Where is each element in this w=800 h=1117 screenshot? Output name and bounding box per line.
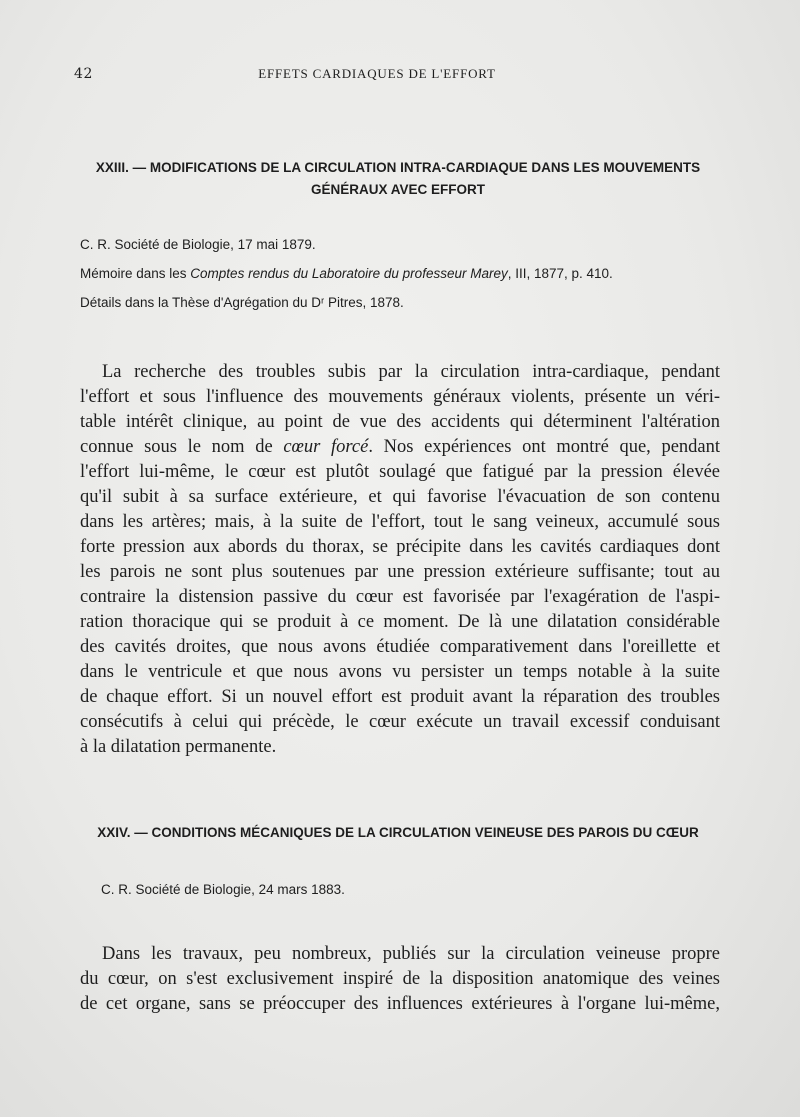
paragraph-xxiii xyxy=(80,360,720,760)
paragraph-line: l'effort lui-même, le cœur est plutôt soulagé que fatigué par la pression élevée xyxy=(80,462,720,482)
paragraph-line: dans les artères; mais, à la suite de l'effort, tout le sang veineux, accumulé sous xyxy=(80,512,720,532)
section-heading-line: XXIII. — MODIFICATIONS DE LA CIRCULATION INTRA-CARDIAQUE DANS LES MOUVEMENTS xyxy=(95,160,701,175)
reference-italic-title: Comptes rendus du Laboratoire du professeur Marey xyxy=(190,266,508,281)
paragraph-line: de cet organe, sans se préoccuper des influences extérieures à l'organe lui-même, xyxy=(80,994,720,1014)
paragraph-line: l'effort et sous l'influence des mouvements généraux violents, présente un véri- xyxy=(80,387,720,407)
references-xxiv xyxy=(101,875,720,904)
paragraph-line: les parois ne sont plus soutenues par une pression extérieure suffisante; tout au xyxy=(80,562,720,582)
paragraph-line: table intérêt clinique, au point de vue des accidents qui déterminent l'altération xyxy=(80,412,720,432)
paragraph-xxiv xyxy=(80,942,720,1017)
paragraph-line: des cavités droites, que nous avons étudiée comparativement dans l'oreillette et xyxy=(80,637,720,657)
page-header xyxy=(74,66,720,82)
reference-line xyxy=(80,259,720,288)
paragraph-line: ration thoracique qui se produit à ce moment. De là une dilatation considérable xyxy=(80,612,720,632)
reference-text: , III, 1877, p. 410. xyxy=(507,266,613,281)
paragraph-line: à la dilatation permanente. xyxy=(80,737,277,757)
section-heading-xxiii xyxy=(76,157,720,201)
page-number: 42 xyxy=(74,66,94,82)
section-heading-line: GÉNÉRAUX AVEC EFFORT xyxy=(310,182,485,197)
paragraph-line: consécutifs à celui qui précède, le cœur exécute un travail excessif conduisant xyxy=(80,712,720,732)
paragraph-line: La recherche des troubles subis par la circulation intra-cardiaque, pendant xyxy=(102,362,720,382)
paragraph-line: dans le ventricule et que nous avons vu persister un temps notable à la suite xyxy=(80,662,720,682)
section-heading-xxiv: XXIV. — CONDITIONS MÉCANIQUES DE LA CIRCULATION VEINEUSE DES PAROIS DU CŒUR xyxy=(97,825,699,840)
paragraph-line: du cœur, on s'est exclusivement inspiré de la disposition anatomique des veines xyxy=(80,969,720,989)
reference-line: C. R. Société de Biologie, 17 mai 1879. xyxy=(80,237,316,252)
paragraph-line: connue sous le nom de cœur forcé. Nos expériences ont montré que, pendant xyxy=(80,437,721,457)
running-title: EFFETS CARDIAQUES DE L'EFFORT xyxy=(258,66,496,81)
reference-text: Mémoire dans les xyxy=(80,266,191,281)
paragraph-line: qu'il subit à sa surface extérieure, et qui favorise l'évacuation de son contenu xyxy=(80,487,720,507)
paragraph-line: contraire la distension passive du cœur est favorisée par l'exagération de l'aspi- xyxy=(80,587,720,607)
references-xxiii xyxy=(80,230,720,317)
paragraph-line: Dans les travaux, peu nombreux, publiés sur la circulation veineuse propre xyxy=(102,944,720,964)
paragraph-line: de chaque effort. Si un nouvel effort est produit avant la réparation des troubles xyxy=(80,687,720,707)
reference-line: C. R. Société de Biologie, 24 mars 1883. xyxy=(101,882,345,897)
reference-line: Détails dans la Thèse d'Agrégation du Dʳ Pitres, 1878. xyxy=(80,295,404,310)
paragraph-line: forte pression aux abords du thorax, se précipite dans les cavités cardiaques dont xyxy=(80,537,720,557)
